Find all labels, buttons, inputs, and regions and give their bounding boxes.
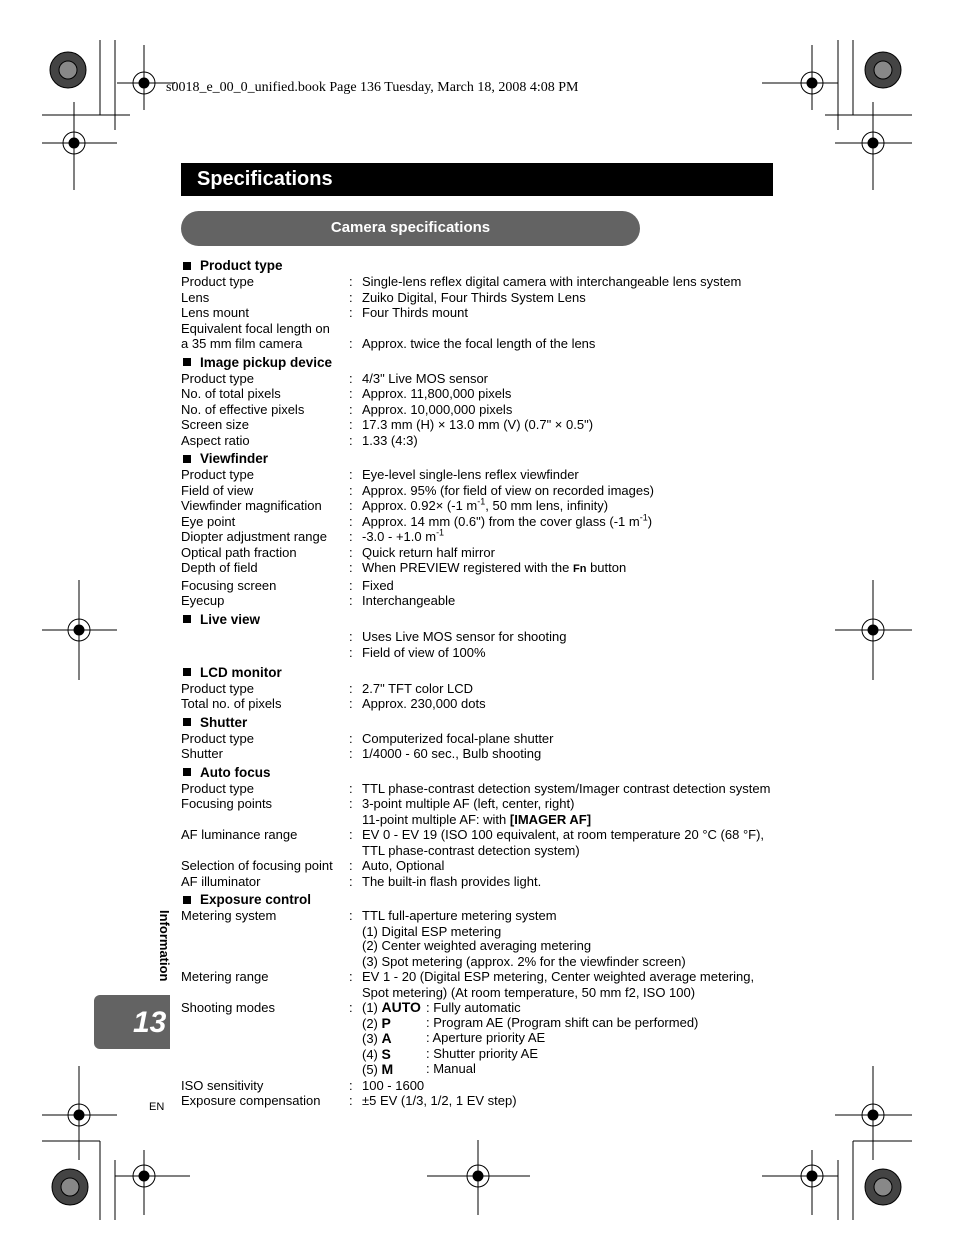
section-heading: Product type [181, 257, 781, 274]
spec-row: Eyecup : Interchangeable [181, 593, 456, 608]
spec-row: Aspect ratio : 1.33 (4:3) [181, 432, 418, 448]
spec-row: AF illuminator : The built-in flash provides light. [181, 873, 542, 889]
spec-row: Depth of field : When PREVIEW registered with the Fn button [181, 560, 627, 575]
chapter-side-label: Information [157, 910, 172, 982]
section-live-view [181, 611, 781, 661]
section-title: Camera specifications [330, 219, 491, 236]
section-image-pickup [181, 354, 781, 449]
section-heading: Auto focus [181, 764, 781, 781]
spec-row: ISO sensitivity : 100 - 1600 [181, 1077, 425, 1093]
section-product-type [181, 257, 781, 352]
section-heading: Image pickup device [181, 354, 781, 371]
spec-row: a 35 mm film camera : Approx. twice the focal length of the lens [181, 336, 596, 351]
shooting-modes-list [362, 1000, 781, 1078]
spec-row: Exposure compensation : ±5 EV (1/3, 1/2, 1 EV step) [181, 1093, 517, 1108]
program-mode-icon: P [381, 1014, 391, 1031]
section-viewfinder [181, 450, 781, 609]
spec-row: Product type : Computerized focal-plane shutter [181, 730, 554, 746]
spec-row: (2) Center weighted averaging metering [362, 938, 592, 953]
section-heading: Shutter [181, 714, 781, 731]
spec-row: Spot metering) (At room temperature, 50 mm f2, ISO 100) [362, 984, 696, 1000]
section-exposure-control [181, 891, 781, 1109]
bullet-square-icon [183, 668, 191, 676]
spec-row: Focusing screen : Fixed [181, 577, 394, 593]
auto-mode-icon: AUTO [381, 999, 421, 1015]
spec-row: Selection of focusing point : Auto, Optional [181, 858, 445, 873]
section-heading: Live view [181, 611, 781, 628]
language-label: EN [149, 1101, 165, 1113]
mode-item: (4) S : Shutter priority AE [362, 1045, 538, 1062]
section-heading: LCD monitor [181, 664, 781, 681]
spec-row: Eye point : Approx. 14 mm (0.6") from the cover glass (-1 $m^{-1}$) [181, 512, 653, 529]
spec-row: Product type : Single-lens reflex digital camera with interchangeable lens system [181, 274, 742, 289]
spec-row: Shutter : 1/4000 - 60 sec., Bulb shooting [181, 746, 542, 761]
bullet-square-icon [183, 718, 191, 726]
spec-row: Total no. of pixels : Approx. 230,000 dots [181, 696, 486, 711]
fn-button-icon: Fn [572, 563, 587, 575]
spec-row: Metering system : TTL full-aperture metering system [181, 908, 557, 923]
bullet-square-icon [183, 768, 191, 776]
spec-row: (1) Digital ESP metering [362, 923, 502, 939]
bullet-square-icon [183, 262, 191, 270]
bullet-square-icon [183, 896, 191, 904]
spec-row: Product type : 2.7" TFT color LCD [181, 680, 474, 696]
bullet-square-icon [183, 455, 191, 463]
spec-row: Diopter adjustment range : -3.0 - +1.0 $m^{-1}$ [181, 527, 445, 544]
spec-row: Focusing points : 3-point multiple AF (left, center, right) [181, 796, 575, 811]
spec-row: No. of effective pixels : Approx. 10,000,000 pixels [181, 401, 513, 417]
section-heading: Exposure control [181, 891, 781, 908]
mode-item: (5) M : Manual [362, 1061, 476, 1077]
aperture-mode-icon: A [381, 1030, 392, 1046]
section-heading: Viewfinder [181, 450, 781, 467]
spec-row: (3) Spot metering (approx. 2% for the viewfinder screen) [362, 953, 686, 969]
section-title-pill [181, 211, 640, 246]
page-title: Specifications [197, 168, 333, 190]
bullet-square-icon [183, 358, 191, 366]
spec-row: Optical path fraction : Quick return half mirror [181, 544, 495, 560]
manual-mode-icon: M [381, 1061, 394, 1077]
spec-row: Product type : Eye-level single-lens reflex viewfinder [181, 467, 579, 482]
spec-row: Lens : Zuiko Digital, Four Thirds System Lens [181, 289, 586, 305]
spec-row: No. of total pixels : Approx. 11,800,000 pixels [181, 386, 512, 401]
spec-row: Lens mount : Four Thirds mount [181, 305, 468, 320]
spec-row: Product type : 4/3" Live MOS sensor [181, 370, 489, 386]
spec-row: 11-point multiple AF: with [IMAGER AF] [362, 811, 592, 827]
mode-item: (3) A : Aperture priority AE [362, 1030, 546, 1046]
section-auto-focus [181, 764, 781, 890]
spec-row: Viewfinder magnification : Approx. 0.92× (-1 $m^{-1}$, 50 mm lens, infinity) [181, 496, 609, 513]
chapter-number: 13 [133, 1006, 167, 1039]
book-header-line: s0018_e_00_0_unified.book Page 136 Tuesday, March 18, 2008 4:08 PM [166, 80, 579, 95]
page-title-bar [181, 163, 773, 196]
spec-row: AF luminance range : EV 0 - EV 19 (ISO 100 equivalent, at room temperature 20 °C (68 °F), [181, 827, 765, 842]
section-shutter [181, 714, 781, 762]
spec-row: Product type : TTL phase-contrast detection system/Imager contrast detection system [181, 780, 771, 796]
spec-row: TTL phase-contrast detection system) [362, 842, 580, 858]
spec-row: Screen size : 17.3 mm (H) × 13.0 mm (V) (0.7" × 0.5") [181, 417, 594, 432]
shutter-mode-icon: S [381, 1045, 391, 1062]
bullet-square-icon [183, 615, 191, 623]
spec-row: Metering range : EV 1 - 20 (Digital ESP metering, Center weighted average metering, [181, 969, 755, 984]
spec-row: : Field of view of 100% [349, 645, 486, 660]
spec-content [181, 255, 781, 1109]
section-lcd-monitor [181, 664, 781, 712]
spec-row: : Uses Live MOS sensor for shooting [349, 628, 567, 644]
mode-item: (1) AUTO : Fully automatic [362, 999, 521, 1015]
spec-row: Shooting modes : (1) AUTO : Fully automatic (2) P : Program AE (Program shift can be performed) (3) A : Aperture priority AE (4) S : Shutter priority AE (5) M : Manual [181, 1000, 781, 1078]
mode-item: (2) P : Program AE (Program shift can be performed) [362, 1014, 699, 1031]
spec-row: Field of view : Approx. 95% (for field of view on recorded images) [181, 482, 654, 498]
spec-row: Equivalent focal length on [181, 320, 330, 336]
